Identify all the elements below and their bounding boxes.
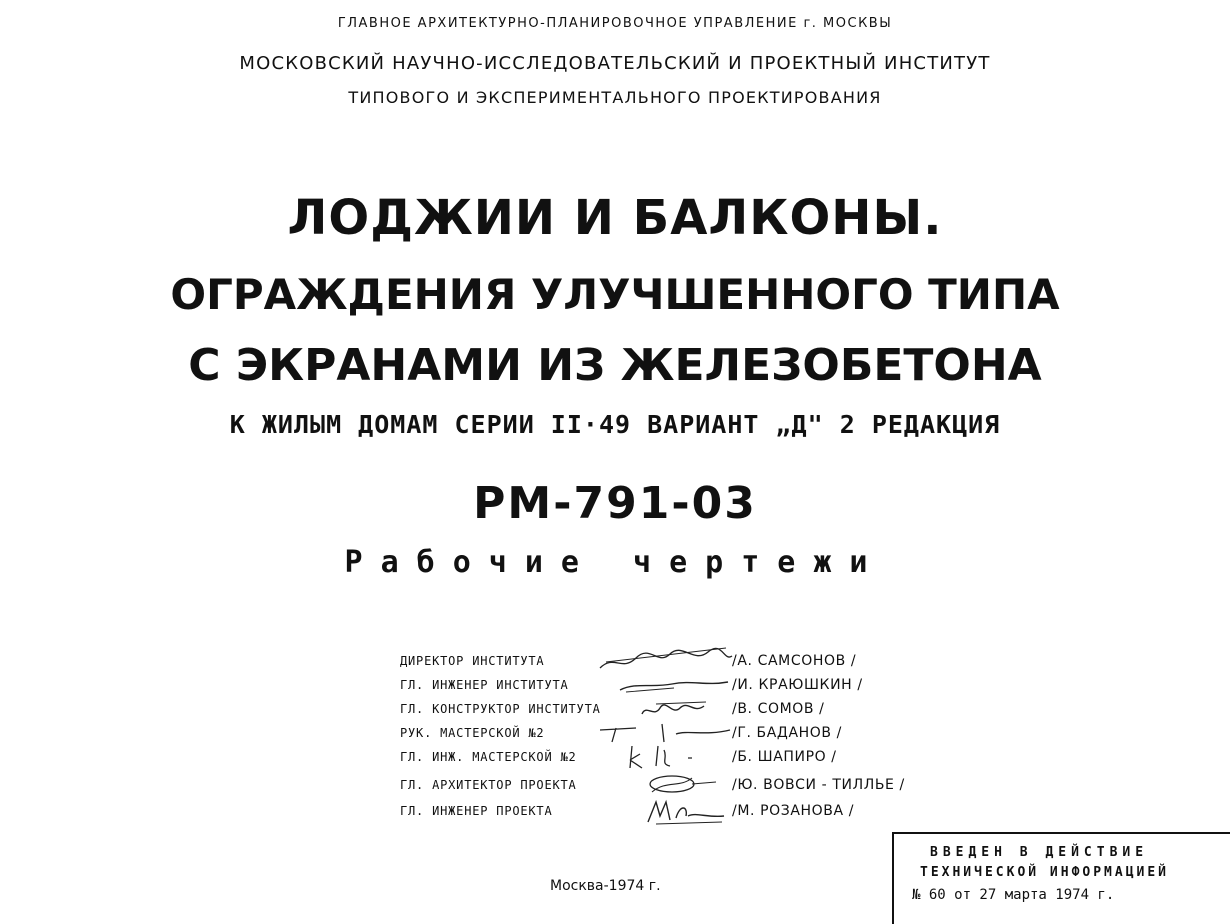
document-type: Рабочие чертежи [344, 545, 886, 580]
handwritten-signature [596, 742, 736, 772]
signatory-row [400, 748, 900, 772]
organization-line-3: ТИПОВОГО И ЭКСПЕРИМЕНТАЛЬНОГО ПРОЕКТИРОВАНИЯ [348, 88, 882, 107]
signatory-name: /М. РОЗАНОВА / [732, 803, 855, 819]
signatory-row [400, 802, 900, 826]
organization-line-1: ГЛАВНОЕ АРХИТЕКТУРНО-ПЛАНИРОВОЧНОЕ УПРАВЛЕНИЕ г. МОСКВЫ [337, 16, 893, 31]
signatory-name: /А. САМСОНОВ / [732, 653, 857, 669]
stamp-line-2: ТЕХНИЧЕСКОЙ ИНФОРМАЦИЕЙ [920, 865, 1170, 880]
handwritten-signature [596, 796, 736, 826]
signatory-name: /Ю. ВОВСИ - ТИЛЛЬЕ / [732, 777, 905, 793]
signatory-role: ГЛ. ИНЖЕНЕР ИНСТИТУТА [400, 678, 569, 692]
signatory-name: /Б. ШАПИРО / [732, 749, 837, 765]
city-year: Москва-1974 г. [550, 878, 661, 894]
signatory-role: ГЛ. КОНСТРУКТОР ИНСТИТУТА [400, 702, 601, 716]
signatory-role: ГЛ. ИНЖЕНЕР ПРОЕКТА [400, 804, 553, 818]
signatory-name: /И. КРАЮШКИН / [732, 677, 863, 693]
signatory-name: /В. СОМОВ / [732, 701, 825, 717]
stamp-line-3: № 60 от 27 марта 1974 г. [912, 887, 1115, 903]
document-code: РМ-791-03 [473, 478, 757, 529]
signatory-role: ГЛ. АРХИТЕКТОР ПРОЕКТА [400, 778, 577, 792]
title-line-2: ОГРАЖДЕНИЯ УЛУЧШЕННОГО ТИПА [170, 270, 1060, 319]
title-line-1: ЛОДЖИИ И БАЛКОНЫ. [287, 190, 943, 246]
title-line-4: К ЖИЛЫМ ДОМАМ СЕРИИ II·49 ВАРИАНТ „Д" 2 РЕДАКЦИЯ [229, 410, 1001, 439]
introduction-stamp [892, 832, 1230, 924]
signatory-role: ГЛ. ИНЖ. МАСТЕРСКОЙ №2 [400, 750, 577, 764]
title-line-3: С ЭКРАНАМИ ИЗ ЖЕЛЕЗОБЕТОНА [188, 340, 1042, 391]
organization-line-2: МОСКОВСКИЙ НАУЧНО-ИССЛЕДОВАТЕЛЬСКИЙ И ПРОЕКТНЫЙ ИНСТИТУТ [239, 53, 991, 74]
signatory-name: /Г. БАДАНОВ / [732, 725, 842, 741]
stamp-line-1: ВВЕДЕН В ДЕЙСТВИЕ [930, 845, 1149, 860]
signatory-role: ДИРЕКТОР ИНСТИТУТА [400, 654, 545, 668]
signatory-role: РУК. МАСТЕРСКОЙ №2 [400, 726, 545, 740]
